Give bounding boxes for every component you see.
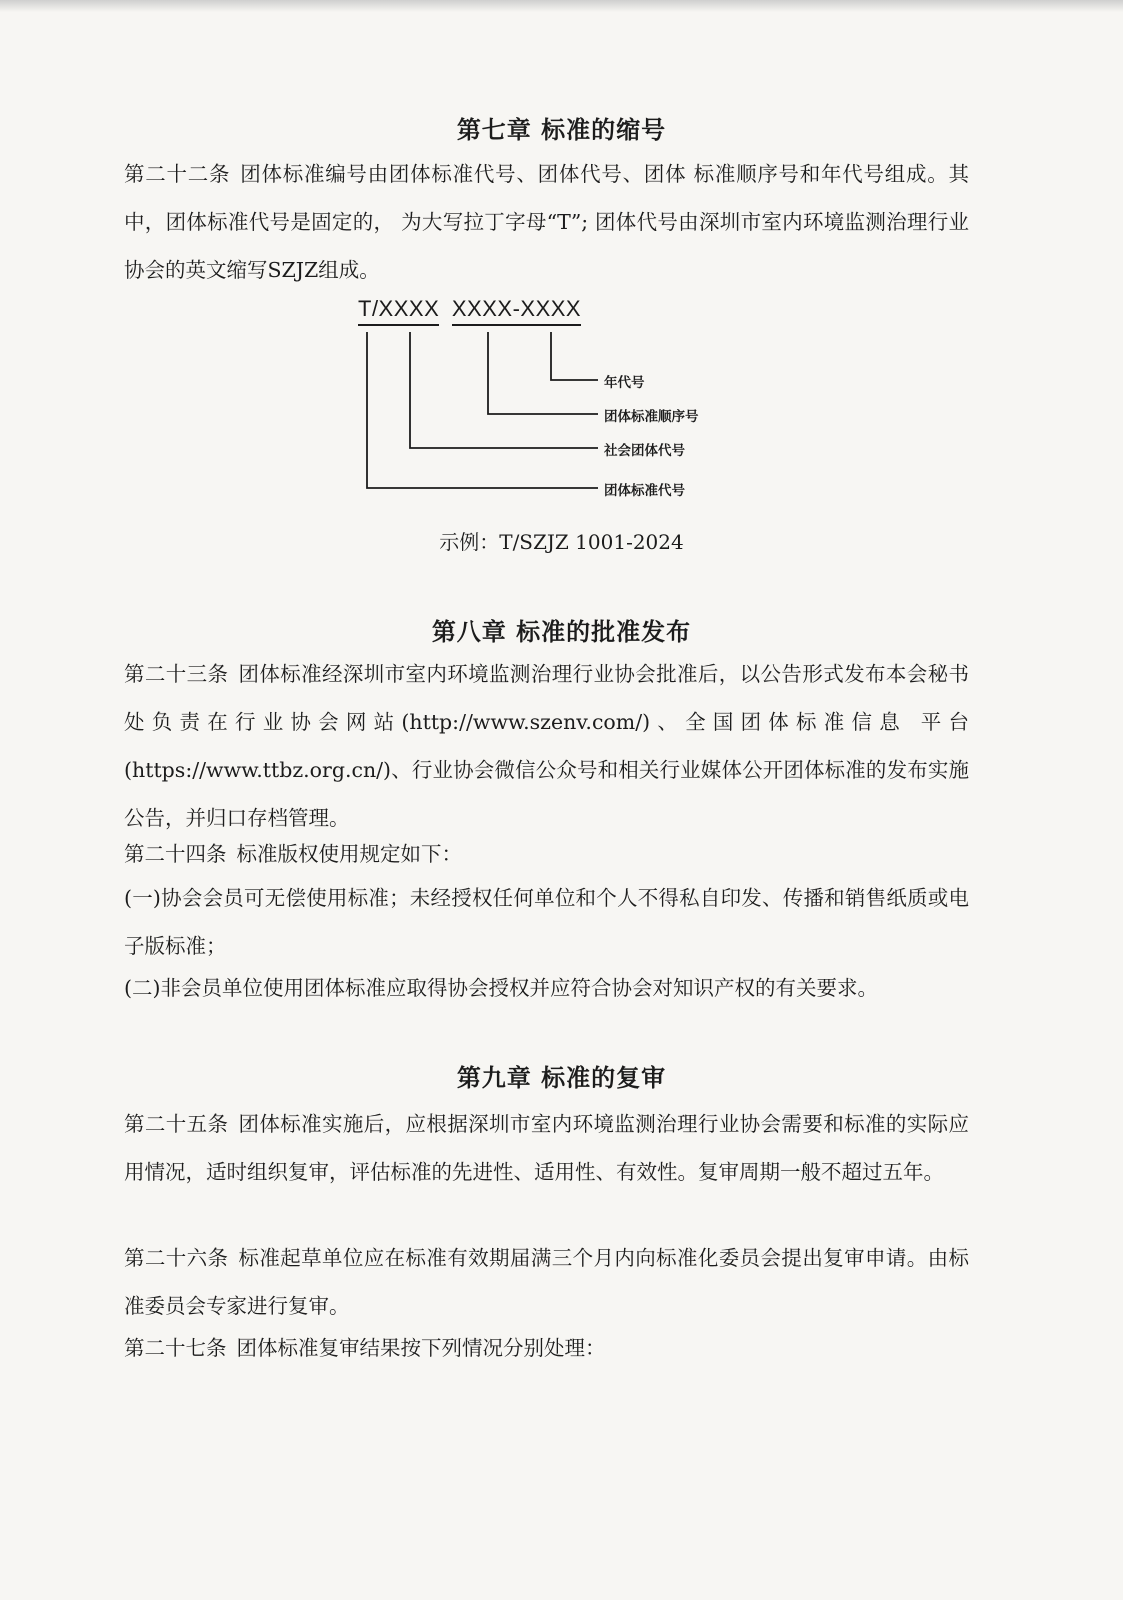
label-org: 社会团体代号	[604, 443, 685, 459]
line-year	[551, 332, 598, 380]
label-year: 年代号	[604, 375, 645, 391]
article-24-label: 第二十四条	[124, 842, 227, 866]
chapter-7-title: 第七章 标准的缩号	[456, 115, 667, 144]
article-24-text: 标准版权使用规定如下：	[236, 842, 462, 866]
article-23-text: 团体标准经深圳市室内环境监测治理行业协会批准后，以公告形式发布本会秘书处负责在行业协会网站(http://www.szenv.com/)、全国团体标准信息 平台(https://www.ttbz.org.cn/)、行业协会微信公众号和相关行业媒体公开团体标准的发布实施公告，并归口存档管理。	[124, 662, 970, 830]
example-code: 示例：T/SZJZ 1001-2024	[439, 530, 684, 554]
article-27-label: 第二十七条	[124, 1336, 227, 1360]
line-sequence	[488, 332, 598, 414]
article-22-text: 团体标准编号由团体标准代号、团体代号、团体 标准顺序号和年代号组成。其中，团体标准代号是固定的， 为大写拉丁字母“T”; 团体代号由深圳市室内环境监测治理行业协会的英文缩写SZJZ组成。	[124, 162, 970, 282]
scan-edge	[0, 0, 1123, 12]
article-26	[124, 1234, 969, 1330]
article-24	[124, 830, 969, 878]
article-26-text: 标准起草单位应在标准有效期届满三个月内向标准化委员会提出复审申请。由标准委员会专家进行复审。	[124, 1246, 970, 1318]
article-23-label: 第二十三条	[124, 662, 229, 686]
chapter-9-title: 第九章 标准的复审	[456, 1063, 667, 1092]
code-prefix: T/XXXX	[358, 296, 439, 326]
article-22-label: 第二十二条	[124, 162, 231, 186]
article-25-label: 第二十五条	[124, 1112, 229, 1136]
article-25	[124, 1100, 969, 1196]
label-sequence: 团体标准顺序号	[604, 409, 699, 425]
article-27	[124, 1324, 969, 1372]
chapter-8-title: 第八章 标准的批准发布	[431, 617, 692, 646]
code-suffix: XXXX-XXXX	[452, 296, 581, 326]
article-25-text: 团体标准实施后，应根据深圳市室内环境监测治理行业协会需要和标准的实际应用情况，适时组织复审，评估标准的先进性、适用性、有效性。复审周期一般不超过五年。	[124, 1112, 970, 1184]
copyright-item-2: (二)非会员单位使用团体标准应取得协会授权并应符合协会对知识产权的有关要求。	[124, 976, 878, 1000]
article-27-text: 团体标准复审结果按下列情况分别处理：	[236, 1336, 606, 1360]
article-23	[124, 650, 969, 842]
standard-code-diagram	[358, 296, 758, 516]
label-standard: 团体标准代号	[604, 483, 685, 499]
copyright-item-1: (一)协会会员可无偿使用标准；未经授权任何单位和个人不得私自印发、传播和销售纸质或电子版标准；	[124, 886, 969, 958]
line-standard	[367, 332, 598, 488]
article-26-label: 第二十六条	[124, 1246, 229, 1270]
article-22	[124, 150, 969, 294]
line-org	[410, 332, 598, 448]
